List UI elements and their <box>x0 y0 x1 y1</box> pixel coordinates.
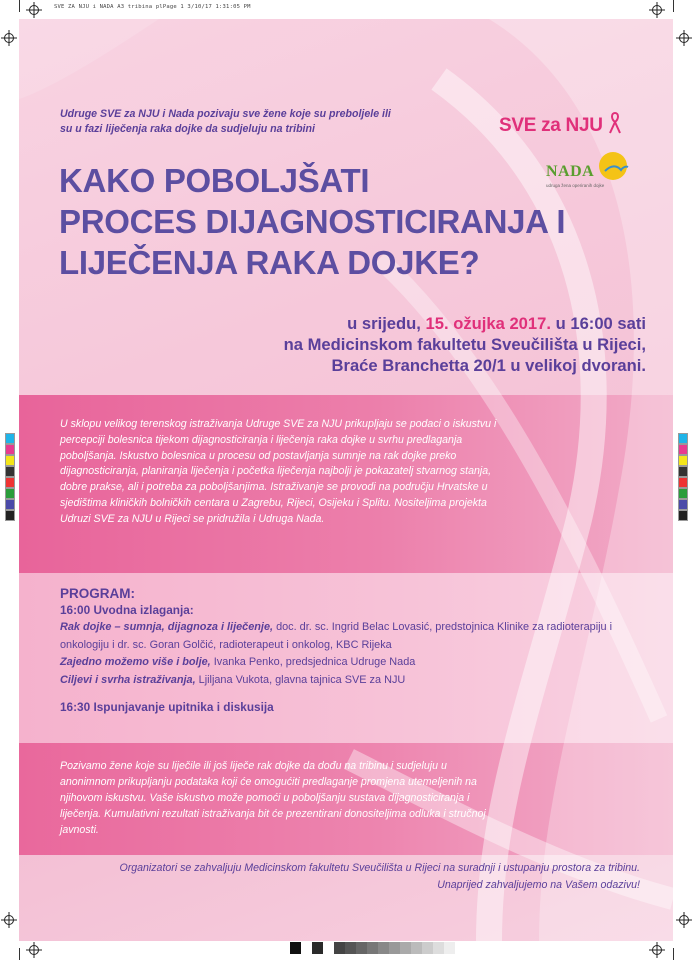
program-item-speakers: doc. dr. sc. Ingrid Belac Lovasić, predstojnica Klinike za radioterapiju i onkologiju i dr. sc. Goran Golčić, radioterapeut i onkolog, KBC Rijeka <box>60 621 613 651</box>
print-header: SVE ZA NJU i NADA A3 tribina plPage 1 3/10/17 1:31:05 PM <box>54 4 251 10</box>
program-item <box>60 672 660 690</box>
registration-mark-left-bottom <box>4 915 14 925</box>
registration-mark-top-left <box>29 5 39 15</box>
event-time: 16:00 sati <box>570 314 646 333</box>
intro-line-2: su u fazi liječenja raka dojke da sudjeluju na tribini <box>60 123 315 135</box>
description-text: U sklopu velikog terenskog istraživanja Udruge SVE za NJU prikupljaju se podaci o iskustvu i percepciji bolesnica tijekom dijagnosticiranja i liječenja raka dojke u svrhu predlaganja poboljšanja. Iskustvo bolesnica u procesu od postavljanja sumnje na rak dojke preko dijagnosticiranja, planiranja liječenja i početka liječenja najbolji je pokazatelj stvarnog stanja, dobre prakse, ali i potreba za poboljšanjima. Istraživanje se provodi na području Hrvatske u sjedištima kliničkih bolničkih centara u Zagrebu, Rijeci, Osijeku i Splitu. Nositeljima projekta Udruzi SVE za NJU u Rijeci se pridružila i Udruga Nada. <box>60 418 497 525</box>
sve-za-nju-logo <box>499 111 621 137</box>
title-line-3: LIJEČENJA RAKA DOJKE? <box>59 244 480 281</box>
program-item <box>60 654 660 672</box>
sve-za-nju-logo-text: SVE za NJU <box>499 115 603 136</box>
event-details <box>284 313 646 376</box>
program-item <box>60 619 660 654</box>
crop-mark <box>673 0 674 12</box>
event-location: na Medicinskom fakultetu Sveučilišta u Rijeci, <box>283 335 646 354</box>
nada-logo-subtitle: udruga žena operiranih dojke <box>546 183 605 188</box>
registration-mark-right-top <box>679 33 689 43</box>
program-section <box>60 585 660 717</box>
crop-mark <box>673 948 674 960</box>
registration-mark-top-right <box>652 5 662 15</box>
color-bar-right <box>678 433 688 521</box>
event-time-prefix: u <box>550 314 571 333</box>
session-1-heading: 16:00 Uvodna izlaganja: <box>60 603 194 617</box>
program-item-speakers: Ivanka Penko, predsjednica Udruge Nada <box>210 656 416 669</box>
thanks-line-2: Unaprijed zahvaljujemo na Vašem odazivu! <box>437 878 640 891</box>
thanks-text <box>119 860 640 893</box>
registration-mark-bottom-right <box>652 945 662 955</box>
poster <box>19 19 673 941</box>
program-heading: PROGRAM: <box>60 586 135 601</box>
session-2-heading: 16:30 Ispunjavanje upitnika i diskusija <box>60 700 274 715</box>
nada-logo-text: NADA <box>546 163 595 180</box>
intro-text <box>60 107 440 137</box>
main-title <box>59 160 619 283</box>
event-date: 15. ožujka 2017. <box>425 314 551 333</box>
registration-mark-right-bottom <box>679 915 689 925</box>
crop-mark <box>19 0 20 12</box>
program-item-topic: Ciljevi i svrha istraživanja, <box>60 673 196 686</box>
registration-mark-left-top <box>4 33 14 43</box>
intro-line-1: Udruge SVE za NJU i Nada pozivaju sve žene koje su preboljele ili <box>60 108 391 120</box>
gray-scale-strip <box>290 942 455 954</box>
crop-mark <box>19 948 20 960</box>
color-bar-left <box>5 433 15 521</box>
event-date-line <box>284 313 646 334</box>
event-day: u srijedu, <box>347 314 426 333</box>
title-line-1: KAKO POBOLJŠATI <box>59 162 370 199</box>
program-item-speakers: Ljiljana Vukota, glavna tajnica SVE za NJU <box>195 673 406 686</box>
event-address: Braće Branchetta 20/1 u velikoj dvorani. <box>331 356 646 375</box>
program-item-topic: Rak dojke – sumnja, dijagnoza i liječenje, <box>60 621 274 633</box>
title-line-2: PROCES DIJAGNOSTICIRANJA I <box>59 203 566 240</box>
pink-ribbon-icon <box>609 111 621 135</box>
call-to-action-text: Pozivamo žene koje su liječile ili još liječe rak dojke da dođu na tribinu i sudjeluju u anonimnom prikupljanju podataka koji će omogućiti predlaganje promjena utemeljenih na njihovom iskustvu. Vaše iskustvo može pomoći u poboljšanju sustava dijagnosticiranja i liječenja. Kumulativni rezultati istraživanja bit će prezentirani donositeljima odluka i stručnoj javnosti. <box>60 760 486 836</box>
thanks-line-1: Organizatori se zahvaljuju Medicinskom fakultetu Sveučilišta u Rijeci na suradnji i ustupanju prostora za tribinu. <box>119 862 640 874</box>
registration-mark-bottom-left <box>29 945 39 955</box>
program-item-topic: Zajedno možemo više i bolje, <box>60 656 211 669</box>
